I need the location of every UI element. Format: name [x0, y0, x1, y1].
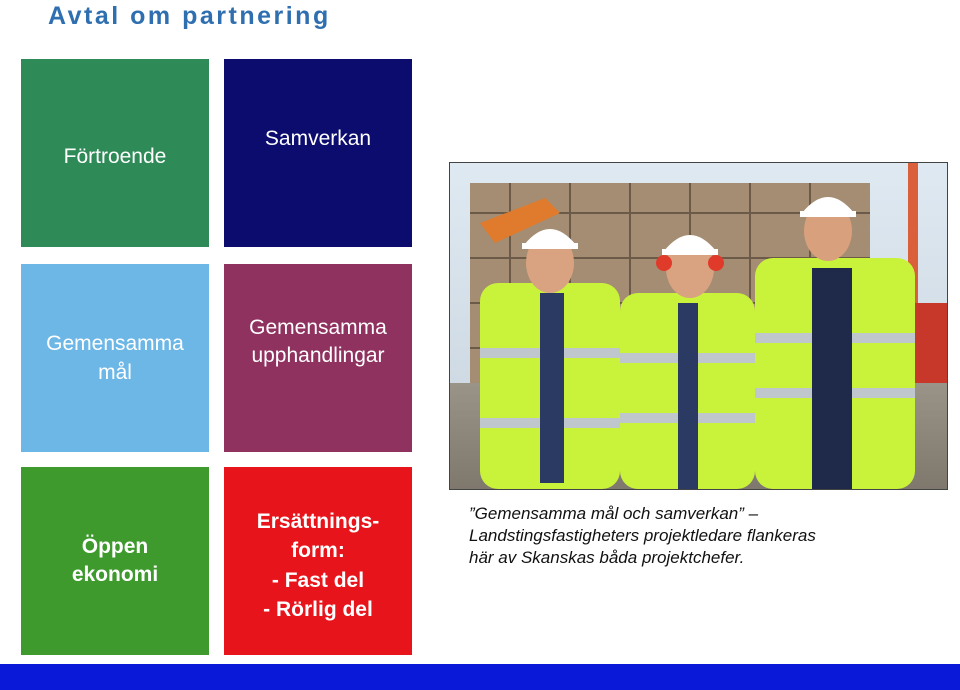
- caption-line-1: ”Gemensamma mål och samverkan” –: [469, 504, 759, 523]
- photo-caption: [469, 503, 939, 568]
- tile-oppen-ekonomi: [21, 467, 209, 655]
- tile-samverkan-label: Samverkan: [264, 127, 372, 150]
- tile-ersattningsform-line-2: form:: [291, 539, 345, 563]
- caption-line-3: här av Skanskas båda projektchefer.: [469, 547, 745, 567]
- tile-upphandlingar-line-2: upphandlingar: [251, 344, 385, 368]
- tile-ersattningsform-line-4: - Rörlig del: [263, 598, 373, 622]
- photo-illustration: [450, 163, 947, 489]
- tile-gemensamma-mal: [21, 264, 209, 452]
- tile-oppen-ekonomi-line-1: Öppen: [81, 534, 149, 558]
- tile-gemensamma-mal-line-1: Gemensamma: [46, 331, 184, 355]
- tile-ersattningsform-line-3: - Fast del: [271, 568, 365, 592]
- tile-fortroende: [21, 59, 209, 247]
- tile-ersattningsform-line-1: Ersättnings-: [256, 510, 380, 533]
- caption-line-2: Landstingsfastigheters projektledare flankeras: [469, 525, 816, 545]
- tile-ersattningsform: [224, 467, 412, 655]
- tile-gemensamma-mal-line-2: mål: [98, 361, 132, 384]
- tile-samverkan: [224, 59, 412, 247]
- tile-fortroende-label: Förtroende: [63, 144, 167, 168]
- footer-bar: [0, 664, 960, 690]
- tile-oppen-ekonomi-line-2: ekonomi: [71, 563, 159, 586]
- page-title: Avtal om partnering: [48, 2, 331, 30]
- tile-upphandlingar-line-1: Gemensamma: [249, 316, 387, 339]
- photo-construction-workers: [449, 162, 948, 490]
- tile-gemensamma-upphandlingar: [224, 264, 412, 452]
